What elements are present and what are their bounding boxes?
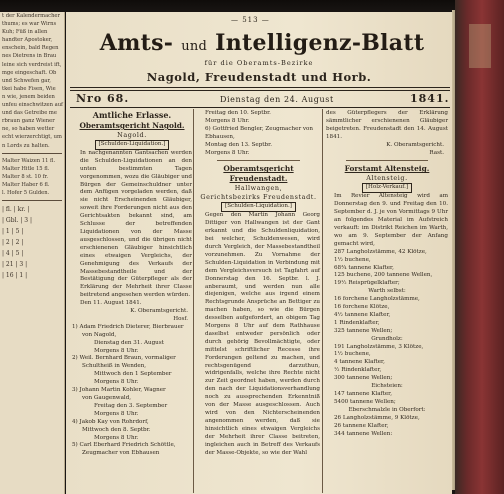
- notice-type: [Schulden-Liquidation.]: [197, 202, 320, 212]
- text-line: Freitag den 10. Septbr.: [205, 110, 271, 116]
- text-line: tkei habe Fisen, Wie: [2, 85, 56, 92]
- debtor-line: [72, 324, 192, 332]
- text-line: enschein, bald Regen: [2, 45, 59, 52]
- text-line: | 4 | 5 |: [2, 250, 24, 258]
- debtor-line: von Gaugenwald,: [82, 395, 132, 401]
- debtor-line: [72, 419, 192, 427]
- lot-item: ½ Rindenklafter,: [334, 367, 382, 374]
- lot-item: 5400 tannene Wellen;: [334, 398, 396, 405]
- divider: [2, 200, 62, 201]
- office-heading: Oberamtsgericht Nagold.: [79, 121, 185, 130]
- debtor-name: Weil. Bernhard Braun, vormaliger: [79, 355, 176, 362]
- debtor-line: Zeugmacher von Ebhausen: [82, 450, 160, 457]
- lot-item: 19½ Reisprügelklafter;: [334, 280, 400, 287]
- text-line: Montag den 13. Septbr.: [205, 141, 272, 148]
- notice-date: Den 11. August 1841.: [80, 300, 142, 307]
- district-heading: Gerichtsbezirks Freudenstadt.: [200, 193, 317, 202]
- continued-text: des Güterpflegers der Erklärung sämmtlicher erschienenen Gläubiger beigetreten. Freudenstadt den 14. August 1841.: [326, 110, 448, 140]
- item-number: 4): [72, 418, 80, 425]
- text-line: Malter Waizen 11 fl.: [2, 157, 56, 164]
- signature-name: Rast.: [429, 149, 444, 156]
- lot-item: 287 Langholzstämme, 42 Klötze,: [334, 248, 427, 255]
- text-line: | 1 | 5 |: [2, 228, 24, 236]
- newspaper-page: [66, 12, 452, 494]
- debtor-line: [72, 387, 192, 395]
- text-line: l. Hofer 5 Gulden.: [2, 189, 50, 196]
- issue-number: Nro 68.: [76, 92, 130, 105]
- item-number: 2): [72, 355, 80, 362]
- lot-item: 344 tannene Wellen:: [334, 430, 393, 437]
- debtor-line: Morgens 8 Uhr.: [94, 434, 139, 441]
- debtor-line: Mittwoch den 8. Septbr.: [82, 426, 151, 433]
- lot-item: 125 buchene, 200 tannene Wellen,: [334, 272, 433, 279]
- lot-item: 4 tannene Klafter,: [334, 359, 385, 366]
- text-line: nes Dietrens in Brau: [2, 53, 57, 60]
- debtor-line: Morgens 8 Uhr.: [94, 379, 139, 386]
- lot-item: 26 tannene Klafter,: [334, 422, 389, 429]
- lot-item: 26 Langholzstämme, 9 Klötze,: [334, 414, 420, 421]
- text-line: handter Apostoker,: [2, 37, 53, 44]
- notice-type: [Schulden-Liquidation.]: [72, 140, 192, 150]
- divider: [217, 160, 300, 161]
- column-divider: [322, 109, 323, 493]
- divider: [346, 160, 428, 161]
- issue-date: Dienstag den 24. August: [220, 95, 334, 104]
- previous-page-text: [0, 12, 64, 150]
- text-line: Ebhausen,: [205, 133, 235, 140]
- place-heading: Altensteig.: [366, 174, 408, 183]
- lot-item: 1 Rindenklafter,: [334, 319, 380, 326]
- header-rule: [70, 107, 450, 108]
- signature-name: Hosf.: [173, 315, 188, 322]
- text-line: Morgens 8 Uhr.: [205, 149, 250, 156]
- title-left: Amts-: [99, 30, 174, 56]
- lot-item: 300 tannene Wellen;: [334, 375, 393, 382]
- lot-heading: Eichsteien:: [371, 383, 403, 390]
- text-line: und das Getreibe me: [2, 110, 57, 117]
- text-line: | Gbl. | 3 |: [2, 217, 32, 225]
- market-prices: [0, 157, 64, 197]
- debtor-line: [72, 355, 192, 363]
- debtor-line: Schultheiß in Wenden,: [82, 363, 147, 370]
- text-line: n Lords zu halten.: [2, 142, 50, 149]
- item-number: 3): [72, 387, 80, 394]
- title-und: und: [181, 39, 208, 54]
- lot-heading: Grundholz:: [371, 335, 403, 342]
- signature-office: K. Oberamtsgericht.: [130, 308, 188, 315]
- lot-item: 1½ buchene,: [334, 351, 371, 358]
- text-line: | 16 | 1 |: [2, 272, 28, 280]
- lot-item: 1½ buchene,: [334, 256, 371, 263]
- lot-heading: Warth selbst:: [368, 288, 406, 295]
- masthead-subtitle: für die Oberamts-Bezirke: [204, 59, 314, 67]
- debtor-name: Johann Martin Kohler, Wagner: [79, 387, 166, 394]
- debtor-line: Dienstag den 31. August: [94, 339, 164, 346]
- office-heading: Oberamtsgericht Freudenstadt.: [223, 164, 294, 184]
- text-line: rbraun ganz Wiener: [2, 118, 55, 125]
- lot-item: 16 forchene Langholzstämme,: [334, 296, 420, 303]
- debtor-line: Mittwoch den 1 September: [94, 371, 172, 378]
- masthead-rule: [70, 87, 450, 88]
- lot-item: 16 forchene Klötze,: [334, 304, 390, 311]
- lot-list: [326, 249, 448, 439]
- notice-body: Gegen den Martin Johann Georg Dittiger von Hallwangen ist der Gant erkannt und die Schuldenliquidation, bei welcher, Schuldenwesen, wird durch Vergleich, der Massebestandtheil vorzunehmen. Zu Vornahme der Schulden-Liquidation in Verbindung mit dem Vergleichsversuch ist Tagfahrt auf Donnerstag den 16. Septbr. l. J. anberaumt, und werden nun alle diejenigen, welche aus irgend einem Rechtsgrunde Ansprüche an Bettiger zu machen haben, so wie die Bürgen desselben aufgefordert, an obigem Tag Morgens 8 Uhr auf dem Rathhause daselbst entweder persönlich oder durch gehörig Bevollmächtigte, oder mittelst schriftlicher Recesse ihre Forderungen geltend zu machen, und rechtsgenügend darzuthun, widrigenfalls, welche ihre Rechte nicht zur Zeit geordnet haben, werden durch den nach der Liquidationsverhandlung noch zu aussprechenden Erkenntniß von der Masse ausgeschlossen. Auch wird von den Nichterscheinenden angenommen werden, daß sie hinsichtlich eines etwaigen Vergleichs der Mehrheit ihrer Classe beitreten, ingleichen auch in Betreff des Verkaufs der Masse-Objekte, so wie der Wahl: [205, 212, 320, 456]
- text-line: und Schwefen gar,: [2, 77, 51, 84]
- lot-heading: Eberschmalzle in Oberfort:: [348, 406, 426, 413]
- debtor-name: Adam Friedrich Dieterer, Bierbrauer: [79, 323, 184, 330]
- text-line: thums; es war Wirns: [2, 21, 57, 28]
- text-line: Morgens 8 Uhr.: [205, 117, 250, 124]
- notice-body: In nachgenannten Gantsachen werden die Schulden-Liquidationen an den unten bestimmten Tagen vorgenommen, wozu die Gläubiger und Bürgen der Gemeinschuldner unter dem Anfügen vorgeladen werden, daß sie nicht Erscheinenden Gläubiger, soweit ihre Forderungen nicht aus den Gerichtsakten bekannt sind, am Schlusse der betreffenden Liquidationen von der Masse ausgeschlossen, und die übrigen nicht erschienenen Gläubiger hinsichtlich eines etwaigen Vergleichs, der Genehmigung des Verkaufs der Massebestandtheile und der Bestätigung der Güterpfleger als der Erklärung der Mehrheit ihrer Classe beitretend angesehen werden würden.: [80, 149, 192, 299]
- notice-type: [Holz-Verkauf.]: [326, 183, 448, 193]
- lot-item: 191 Langholzstämme, 3 Klötze,: [334, 343, 424, 350]
- text-line: leine sich verdreist ift,: [2, 61, 62, 68]
- book-spine: [455, 0, 504, 494]
- text-line: t der Kalendermacher: [2, 13, 60, 19]
- price-table: [0, 204, 64, 281]
- text-line: unfeu einschwitzen auf: [2, 102, 63, 109]
- lot-item: 68¾ tannene Klafter,: [334, 264, 394, 271]
- continued-list: [197, 110, 320, 157]
- debtor-name: Jakob Kay von Rohrdorf,: [79, 418, 149, 425]
- lot-item: 4½ tannene Klafter,: [334, 311, 391, 318]
- item-number: 5): [72, 442, 80, 449]
- text-line: n wie, jenem beiden: [2, 93, 55, 100]
- debtor-line: Morgens 8 Uhr.: [94, 347, 139, 354]
- debtor-line: Freitag den 3. September: [94, 402, 168, 409]
- divider: [2, 153, 62, 154]
- text-line: 6) Gottfried Bengler, Zeugmacher von: [205, 125, 314, 132]
- office-heading: Forstamt Altensteig.: [344, 164, 430, 174]
- masthead-rule-thin: [70, 90, 450, 91]
- text-line: | 21 | 3 |: [2, 261, 28, 269]
- text-line: Malter 8 st. 10 fr.: [2, 173, 49, 180]
- debtor-line: Morgens 8 Uhr.: [94, 410, 139, 417]
- debtor-line: von Nagold,: [82, 331, 117, 338]
- notice-body: Im Revier Altensteig wird am Donnerstag den 9. und Freitag den 10. September d. J. je von Vormittags 9 Uhr an folgendes Material im Aufstreich verkauft: im Distrikt Reichen im Warth, wo am 9. September der Anfang gemacht wird,: [334, 193, 448, 247]
- place-heading: Hallwangen,: [234, 184, 283, 193]
- section-heading: Amtliche Erlasse.: [92, 110, 172, 120]
- text-line: mge eingeschaft. Ob: [2, 69, 57, 76]
- text-line: echt wierzerchtigt, um: [2, 134, 62, 141]
- text-line: Malter Haber 6 fl.: [2, 181, 50, 188]
- column-divider: [193, 109, 194, 493]
- text-line: Malter Hitle 15 fl.: [2, 165, 50, 172]
- masthead-title: [72, 30, 452, 56]
- item-number: 1): [72, 323, 80, 330]
- signature-office: K. Oberamtsgericht.: [386, 141, 444, 148]
- previous-page-fragment: [0, 12, 65, 494]
- column-3: [326, 110, 448, 438]
- issue-year: 1841.: [410, 92, 450, 105]
- debtor-list: [72, 324, 192, 458]
- text-line: | 2 | 2 |: [2, 239, 24, 247]
- title-right: Intelligenz-Blatt: [215, 30, 425, 56]
- debtor-line: [72, 442, 192, 450]
- text-line: Kuh; Füß in allen: [2, 29, 48, 36]
- debtor-name: Carl Eberhard Friedrich Schöttle,: [79, 442, 176, 449]
- lot-item: 325 tannene Wellen;: [334, 327, 393, 334]
- page-number: — 513 —: [231, 16, 270, 24]
- masthead-places: Nagold, Freudenstadt und Horb.: [146, 70, 372, 84]
- text-line: ne, so haben wetter: [2, 126, 55, 133]
- place-heading: Nagold.: [117, 131, 147, 139]
- column-2: [197, 110, 320, 457]
- lot-item: 147 tannene Klafter,: [334, 391, 393, 397]
- column-1: [72, 110, 192, 458]
- text-line: | fl. | kr. |: [2, 206, 30, 214]
